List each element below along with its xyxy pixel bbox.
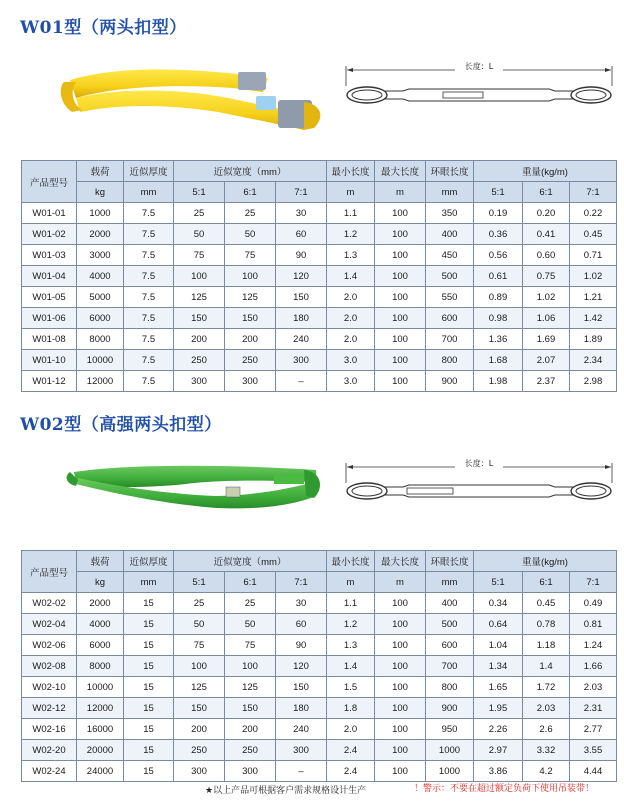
cell-min-length: 3.0 — [327, 350, 375, 371]
table-row — [22, 740, 617, 761]
cell-thickness: 15 — [124, 698, 174, 719]
header-model: 产品型号 — [22, 551, 77, 593]
cell-load: 16000 — [77, 719, 124, 740]
header-weight-5: 5:1 — [474, 572, 523, 593]
cell-max-length: 100 — [375, 287, 426, 308]
cell-min-length: 1.4 — [327, 266, 375, 287]
cell-eye-length: 350 — [426, 203, 474, 224]
header-weight-7: 7:1 — [570, 182, 617, 203]
cell-eye-length: 950 — [426, 719, 474, 740]
cell-load: 1000 — [77, 203, 124, 224]
cell-eye-length: 600 — [426, 635, 474, 656]
header-min-length: 最小长度 — [327, 551, 375, 572]
production-note: ★以上产品可根据客户需求规格设计生产 — [205, 786, 367, 796]
cell-load: 8000 — [77, 656, 124, 677]
cell-thickness: 7.5 — [124, 308, 174, 329]
cell-weight-6: 2.6 — [523, 719, 570, 740]
cell-load: 12000 — [77, 371, 124, 392]
header-ratio-6: 6:1 — [225, 572, 276, 593]
header-thickness: 近似厚度 — [124, 551, 174, 572]
cell-thickness: 7.5 — [124, 350, 174, 371]
cell-weight-5: 1.65 — [474, 677, 523, 698]
header-eye-length-unit: mm — [426, 572, 474, 593]
header-ratio-5: 5:1 — [174, 182, 225, 203]
cell-weight-7: 1.21 — [570, 287, 617, 308]
cell-weight-7: 1.66 — [570, 656, 617, 677]
cell-eye-length: 500 — [426, 614, 474, 635]
cell-eye-length: 800 — [426, 677, 474, 698]
cell-model: W01-03 — [22, 245, 77, 266]
cell-model: W01-05 — [22, 287, 77, 308]
cell-width-5: 200 — [174, 329, 225, 350]
cell-width-5: 150 — [174, 308, 225, 329]
cell-weight-6: 4.2 — [523, 761, 570, 782]
header-max-length: 最大长度 — [375, 161, 426, 182]
cell-width-5: 150 — [174, 698, 225, 719]
cell-weight-6: 3.32 — [523, 740, 570, 761]
cell-model: W02-10 — [22, 677, 77, 698]
header-thickness-unit: mm — [124, 182, 174, 203]
table-row — [22, 224, 617, 245]
w01-spec-table — [21, 160, 617, 392]
table-row — [22, 350, 617, 371]
cell-width-7: 300 — [276, 740, 327, 761]
cell-width-7: 60 — [276, 614, 327, 635]
cell-width-7: 240 — [276, 719, 327, 740]
header-ratio-6: 6:1 — [225, 182, 276, 203]
w02-length-diagram — [343, 455, 615, 515]
w02-sling-photo — [66, 458, 322, 524]
cell-max-length: 100 — [375, 371, 426, 392]
cell-load: 2000 — [77, 593, 124, 614]
cell-weight-7: 0.71 — [570, 245, 617, 266]
cell-min-length: 2.0 — [327, 719, 375, 740]
cell-load: 12000 — [77, 698, 124, 719]
cell-weight-7: 2.77 — [570, 719, 617, 740]
cell-width-6: 75 — [225, 245, 276, 266]
header-ratio-7: 7:1 — [276, 182, 327, 203]
cell-min-length: 3.0 — [327, 371, 375, 392]
cell-max-length: 100 — [375, 224, 426, 245]
cell-min-length: 2.4 — [327, 740, 375, 761]
cell-weight-6: 1.72 — [523, 677, 570, 698]
cell-width-7: 180 — [276, 698, 327, 719]
header-ratio-5: 5:1 — [174, 572, 225, 593]
cell-width-5: 250 — [174, 740, 225, 761]
cell-weight-6: 2.07 — [523, 350, 570, 371]
header-ratio-7: 7:1 — [276, 572, 327, 593]
cell-width-6: 125 — [225, 677, 276, 698]
cell-weight-6: 2.03 — [523, 698, 570, 719]
cell-thickness: 15 — [124, 761, 174, 782]
table-row — [22, 287, 617, 308]
header-weight-5: 5:1 — [474, 182, 523, 203]
table-row — [22, 635, 617, 656]
header-weight: 重量(kg/m) — [474, 551, 617, 572]
cell-weight-5: 0.61 — [474, 266, 523, 287]
cell-max-length: 100 — [375, 677, 426, 698]
cell-width-5: 25 — [174, 203, 225, 224]
cell-thickness: 7.5 — [124, 245, 174, 266]
cell-model: W02-08 — [22, 656, 77, 677]
cell-weight-7: 1.42 — [570, 308, 617, 329]
cell-load: 2000 — [77, 224, 124, 245]
w01-sling-photo — [58, 58, 328, 138]
cell-eye-length: 400 — [426, 224, 474, 245]
cell-width-5: 125 — [174, 287, 225, 308]
cell-model: W01-10 — [22, 350, 77, 371]
cell-weight-5: 1.95 — [474, 698, 523, 719]
cell-model: W02-24 — [22, 761, 77, 782]
cell-weight-7: 2.31 — [570, 698, 617, 719]
cell-eye-length: 900 — [426, 698, 474, 719]
cell-min-length: 2.4 — [327, 761, 375, 782]
cell-load: 20000 — [77, 740, 124, 761]
cell-load: 8000 — [77, 329, 124, 350]
cell-eye-length: 800 — [426, 350, 474, 371]
cell-weight-5: 1.34 — [474, 656, 523, 677]
cell-width-7: 150 — [276, 677, 327, 698]
cell-weight-5: 0.98 — [474, 308, 523, 329]
cell-width-5: 125 — [174, 677, 225, 698]
cell-model: W02-02 — [22, 593, 77, 614]
header-weight-6: 6:1 — [523, 182, 570, 203]
cell-thickness: 15 — [124, 593, 174, 614]
cell-min-length: 1.1 — [327, 593, 375, 614]
table-row — [22, 614, 617, 635]
header-eye-length: 环眼长度 — [426, 161, 474, 182]
cell-min-length: 1.1 — [327, 203, 375, 224]
cell-model: W02-04 — [22, 614, 77, 635]
header-eye-length-unit: mm — [426, 182, 474, 203]
header-max-length: 最大长度 — [375, 551, 426, 572]
cell-load: 4000 — [77, 266, 124, 287]
header-load: 载荷 — [77, 161, 124, 182]
cell-max-length: 100 — [375, 719, 426, 740]
cell-thickness: 15 — [124, 677, 174, 698]
cell-model: W01-01 — [22, 203, 77, 224]
w02-spec-table — [21, 550, 617, 782]
cell-min-length: 1.4 — [327, 656, 375, 677]
w01-title: W01型（两头扣型） — [20, 18, 187, 38]
cell-width-6: 25 — [225, 593, 276, 614]
cell-width-5: 300 — [174, 761, 225, 782]
cell-weight-7: 2.03 — [570, 677, 617, 698]
cell-eye-length: 900 — [426, 371, 474, 392]
table-row — [22, 656, 617, 677]
cell-max-length: 100 — [375, 308, 426, 329]
cell-width-7: 90 — [276, 245, 327, 266]
header-weight-6: 6:1 — [523, 572, 570, 593]
cell-width-7: 180 — [276, 308, 327, 329]
w02-title: W02型（高强两头扣型） — [20, 415, 222, 435]
cell-width-6: 50 — [225, 224, 276, 245]
cell-thickness: 15 — [124, 635, 174, 656]
header-model: 产品型号 — [22, 161, 77, 203]
cell-width-7: 30 — [276, 203, 327, 224]
cell-weight-7: 4.44 — [570, 761, 617, 782]
cell-model: W02-06 — [22, 635, 77, 656]
cell-eye-length: 600 — [426, 308, 474, 329]
table-row — [22, 698, 617, 719]
cell-model: W01-04 — [22, 266, 77, 287]
cell-min-length: 1.2 — [327, 614, 375, 635]
cell-weight-7: 0.22 — [570, 203, 617, 224]
header-eye-length: 环眼长度 — [426, 551, 474, 572]
cell-model: W01-02 — [22, 224, 77, 245]
cell-eye-length: 550 — [426, 287, 474, 308]
cell-width-6: 200 — [225, 719, 276, 740]
cell-width-5: 75 — [174, 635, 225, 656]
cell-min-length: 1.2 — [327, 224, 375, 245]
header-width: 近似宽度（mm） — [174, 161, 327, 182]
cell-weight-6: 0.45 — [523, 593, 570, 614]
cell-load: 10000 — [77, 677, 124, 698]
w01-length-diagram — [343, 58, 615, 118]
cell-width-5: 50 — [174, 224, 225, 245]
cell-width-7: 300 — [276, 350, 327, 371]
cell-width-5: 100 — [174, 656, 225, 677]
cell-weight-7: 2.98 — [570, 371, 617, 392]
header-min-length: 最小长度 — [327, 161, 375, 182]
cell-max-length: 100 — [375, 614, 426, 635]
cell-eye-length: 500 — [426, 266, 474, 287]
cell-weight-6: 1.18 — [523, 635, 570, 656]
w01-length-label: 长度：L — [464, 62, 494, 71]
cell-weight-5: 0.19 — [474, 203, 523, 224]
cell-width-7: 120 — [276, 656, 327, 677]
cell-max-length: 100 — [375, 203, 426, 224]
cell-weight-5: 3.86 — [474, 761, 523, 782]
cell-min-length: 2.0 — [327, 308, 375, 329]
cell-model: W02-16 — [22, 719, 77, 740]
header-weight-7: 7:1 — [570, 572, 617, 593]
cell-thickness: 7.5 — [124, 203, 174, 224]
cell-min-length: 1.8 — [327, 698, 375, 719]
table-row — [22, 266, 617, 287]
cell-load: 4000 — [77, 614, 124, 635]
cell-width-6: 300 — [225, 761, 276, 782]
cell-min-length: 2.0 — [327, 287, 375, 308]
cell-weight-7: 0.45 — [570, 224, 617, 245]
cell-width-6: 250 — [225, 740, 276, 761]
cell-weight-5: 0.56 — [474, 245, 523, 266]
cell-eye-length: 1000 — [426, 761, 474, 782]
cell-thickness: 15 — [124, 656, 174, 677]
safety-warning: ！警示：不要在超过额定负荷下使用吊装带！ — [414, 784, 595, 794]
cell-weight-6: 0.75 — [523, 266, 570, 287]
cell-max-length: 100 — [375, 329, 426, 350]
header-weight: 重量(kg/m) — [474, 161, 617, 182]
cell-width-5: 100 — [174, 266, 225, 287]
cell-weight-5: 1.36 — [474, 329, 523, 350]
cell-model: W02-12 — [22, 698, 77, 719]
cell-width-6: 250 — [225, 350, 276, 371]
cell-eye-length: 400 — [426, 593, 474, 614]
header-width: 近似宽度（mm） — [174, 551, 327, 572]
cell-weight-5: 2.26 — [474, 719, 523, 740]
cell-width-5: 75 — [174, 245, 225, 266]
cell-weight-7: 1.89 — [570, 329, 617, 350]
cell-width-6: 150 — [225, 308, 276, 329]
cell-weight-7: 1.02 — [570, 266, 617, 287]
cell-width-7: 120 — [276, 266, 327, 287]
cell-eye-length: 1000 — [426, 740, 474, 761]
cell-thickness: 7.5 — [124, 224, 174, 245]
cell-width-6: 150 — [225, 698, 276, 719]
cell-weight-5: 0.36 — [474, 224, 523, 245]
cell-thickness: 7.5 — [124, 287, 174, 308]
cell-weight-7: 0.81 — [570, 614, 617, 635]
table-row — [22, 677, 617, 698]
cell-weight-6: 0.20 — [523, 203, 570, 224]
header-thickness: 近似厚度 — [124, 161, 174, 182]
cell-width-6: 100 — [225, 266, 276, 287]
cell-weight-6: 1.4 — [523, 656, 570, 677]
cell-width-7: 90 — [276, 635, 327, 656]
cell-min-length: 1.5 — [327, 677, 375, 698]
header-max-length-unit: m — [375, 182, 426, 203]
cell-weight-6: 1.06 — [523, 308, 570, 329]
cell-max-length: 100 — [375, 266, 426, 287]
cell-width-7: – — [276, 761, 327, 782]
cell-thickness: 7.5 — [124, 329, 174, 350]
header-min-length-unit: m — [327, 182, 375, 203]
table-row — [22, 761, 617, 782]
cell-thickness: 7.5 — [124, 266, 174, 287]
header-load-unit: kg — [77, 572, 124, 593]
cell-width-6: 100 — [225, 656, 276, 677]
cell-weight-5: 1.68 — [474, 350, 523, 371]
cell-max-length: 100 — [375, 761, 426, 782]
cell-weight-6: 0.60 — [523, 245, 570, 266]
table-row — [22, 308, 617, 329]
cell-thickness: 15 — [124, 740, 174, 761]
cell-weight-5: 1.98 — [474, 371, 523, 392]
header-max-length-unit: m — [375, 572, 426, 593]
cell-width-5: 50 — [174, 614, 225, 635]
cell-weight-6: 0.41 — [523, 224, 570, 245]
cell-model: W02-20 — [22, 740, 77, 761]
w02-length-label: 长度：L — [464, 459, 494, 468]
cell-max-length: 100 — [375, 698, 426, 719]
cell-width-5: 300 — [174, 371, 225, 392]
cell-min-length: 2.0 — [327, 329, 375, 350]
cell-width-6: 50 — [225, 614, 276, 635]
cell-weight-5: 0.34 — [474, 593, 523, 614]
cell-max-length: 100 — [375, 350, 426, 371]
cell-width-7: 150 — [276, 287, 327, 308]
table-row — [22, 203, 617, 224]
header-min-length-unit: m — [327, 572, 375, 593]
header-load-unit: kg — [77, 182, 124, 203]
cell-weight-5: 0.89 — [474, 287, 523, 308]
w01-table-body — [22, 203, 617, 392]
cell-load: 6000 — [77, 635, 124, 656]
table-row — [22, 245, 617, 266]
cell-width-5: 250 — [174, 350, 225, 371]
cell-weight-6: 0.78 — [523, 614, 570, 635]
cell-max-length: 100 — [375, 245, 426, 266]
cell-model: W01-06 — [22, 308, 77, 329]
cell-min-length: 1.3 — [327, 635, 375, 656]
cell-weight-7: 3.55 — [570, 740, 617, 761]
cell-width-7: 30 — [276, 593, 327, 614]
cell-load: 3000 — [77, 245, 124, 266]
cell-weight-6: 1.02 — [523, 287, 570, 308]
cell-load: 6000 — [77, 308, 124, 329]
header-load: 载荷 — [77, 551, 124, 572]
cell-weight-6: 2.37 — [523, 371, 570, 392]
cell-width-7: – — [276, 371, 327, 392]
cell-thickness: 15 — [124, 614, 174, 635]
cell-width-5: 200 — [174, 719, 225, 740]
cell-model: W01-12 — [22, 371, 77, 392]
cell-width-6: 125 — [225, 287, 276, 308]
cell-width-6: 25 — [225, 203, 276, 224]
cell-width-6: 75 — [225, 635, 276, 656]
table-row — [22, 371, 617, 392]
cell-eye-length: 450 — [426, 245, 474, 266]
cell-load: 24000 — [77, 761, 124, 782]
cell-eye-length: 700 — [426, 329, 474, 350]
cell-weight-7: 1.24 — [570, 635, 617, 656]
cell-max-length: 100 — [375, 740, 426, 761]
cell-width-5: 25 — [174, 593, 225, 614]
cell-width-7: 240 — [276, 329, 327, 350]
cell-weight-6: 1.69 — [523, 329, 570, 350]
cell-max-length: 100 — [375, 656, 426, 677]
cell-width-6: 200 — [225, 329, 276, 350]
table-row — [22, 593, 617, 614]
cell-max-length: 100 — [375, 635, 426, 656]
header-thickness-unit: mm — [124, 572, 174, 593]
cell-weight-7: 2.34 — [570, 350, 617, 371]
cell-eye-length: 700 — [426, 656, 474, 677]
table-row — [22, 719, 617, 740]
cell-width-7: 60 — [276, 224, 327, 245]
cell-weight-5: 1.04 — [474, 635, 523, 656]
table-row — [22, 329, 617, 350]
cell-width-6: 300 — [225, 371, 276, 392]
cell-min-length: 1.3 — [327, 245, 375, 266]
cell-model: W01-08 — [22, 329, 77, 350]
cell-thickness: 15 — [124, 719, 174, 740]
cell-load: 5000 — [77, 287, 124, 308]
w02-table-body — [22, 593, 617, 782]
cell-max-length: 100 — [375, 593, 426, 614]
cell-load: 10000 — [77, 350, 124, 371]
cell-thickness: 7.5 — [124, 371, 174, 392]
cell-weight-5: 0.64 — [474, 614, 523, 635]
cell-weight-7: 0.49 — [570, 593, 617, 614]
cell-weight-5: 2.97 — [474, 740, 523, 761]
